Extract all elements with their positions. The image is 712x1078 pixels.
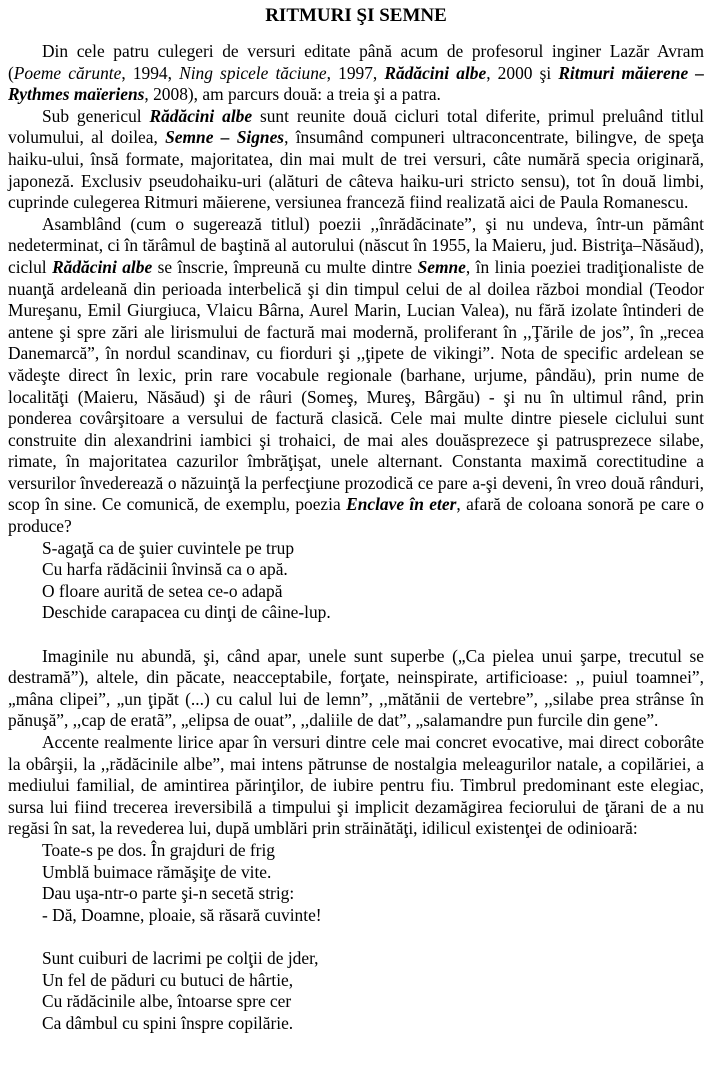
cycle-title-semne: Semne xyxy=(417,256,466,277)
poem-line: - Dă, Doamne, ploaie, să răsară cuvinte! xyxy=(42,904,322,925)
paragraph-1-text: , 1997, xyxy=(326,62,385,83)
paragraph-2-text: Sub genericul xyxy=(42,105,150,126)
paragraph-1-text: , 2008), am parcurs două: a treia şi a patra. xyxy=(144,84,441,105)
paragraph-3 xyxy=(8,214,704,538)
book-title-ning-spicele: Ning spicele tăciune xyxy=(179,62,327,83)
paragraph-3-text: , în linia poeziei tradiţionaliste de nuanţă ardeleană din perioada interbelică şi din timpul celui de al doilea război mondial (Teodor Mureşanu, Emil Giurgiuca, Vlaicu Bârna, Aurel Marin, Lucian Valea), nu fără izolate întinderi de antene şi spre zări ale lirismului de factură mai modernă, proliferant în ,,Ţările de jos”, în „recea Danemarcă”, în nordul scandinav, cu fiorduri şi ,,ţipete de vikingi”. Nota de specific ardelean se vădeşte direct în lexic, prin rare vocabule regionale (barhane, urjume, pândău), prin nume de localităţi (Maieru, Năsăud) şi de râuri (Someş, Mureş, Bârgău) - şi nu în ultimul rând, prin ponderea covârşitoare a versului de factură clasică. Cele mai multe dintre piesele ciclului sunt construite din alexandrini iambici şi trohaici, de mai ales douăsprezece şi patrusprezece silabe, rimate, în majoritatea cazurilor îmbrăţişat, unele alternant. Constanta maximă corectitudine a versurilor învederează o năzuinţă la perfecţiune prozodică ce pare a-şi deveni, în vreo două rânduri, scop în sine. Ce comunică, de exemplu, poezia xyxy=(8,256,705,515)
paragraph-4: Imaginile nu abundă, şi, când apar, unele sunt superbe („Ca pielea unui şarpe, trecutul se destramă”), altele, din păcate, neacceptabile, forţate, neinspirate, artificioase: ,, puiul toamnei”, „mâna clipei”, „un ţipăt (...) cu calul lui de lemn”, ,,mătănii de vertebre”, ,,silabe prea strânse în pănuşă”, ,,cap de eratã”, „elipsa de ouat”, ,,daliile de dat”, „salamandre pun furcile din gene”. xyxy=(8,645,704,731)
paragraph-2-text: sunt reunite două cicluri total diferite, primul preluând titlul volumului, al doilea, xyxy=(8,105,704,148)
poem-line: Toate-s pe dos. În grajduri de frig xyxy=(42,839,275,860)
poem-line: Un fel de păduri cu butuci de hârtie, xyxy=(42,969,294,990)
poem-line: O floare aurită de setea ce-o adapă xyxy=(42,580,283,601)
poem-quote-2 xyxy=(42,840,704,926)
blank-line xyxy=(8,624,704,646)
paragraph-2-text: , însumând compuneri ultraconcentrate, bilingve, de speţa haiku-ului, însă formate, majoritatea, din mai mult de trei versuri, câte numără specia originară, japoneză. Exclusiv pseudohaiku-uri (alături de câteva haiku-uri stricto sensu), tot în două limbi, cuprinde culegerea Ritmuri măierene, versiunea franceză fiind realizată aici de Paula Romanescu. xyxy=(8,127,704,213)
cycle-title-semne-signes: Semne – Signes xyxy=(165,127,285,148)
paragraph-3-text: se înscrie, împreună cu multe dintre xyxy=(152,256,418,277)
poem-quote-1 xyxy=(42,538,704,624)
poem-quote-3 xyxy=(42,948,704,1034)
poem-line: Cu rădăcinile albe, întoarse spre cer xyxy=(42,991,292,1012)
poem-line: Sunt cuiburi de lacrimi pe colţii de jder, xyxy=(42,947,319,968)
paragraph-1-text: Din cele patru culegeri de versuri editate până acum de profesorul inginer Lazăr Avram ( xyxy=(8,41,704,83)
paragraph-2 xyxy=(8,106,704,214)
poem-line: Dau uşa-ntr-o parte şi-n secetă strig: xyxy=(42,883,295,904)
poem-line: Cu harfa rădăcinii învinsă ca o apă. xyxy=(42,559,288,580)
paragraph-1 xyxy=(8,41,704,106)
paragraph-3-text: Asamblând (cum o sugerează titlul) poezii ,,înrădăcinate”, şi nu undeva, într-un pământ nedeterminat, ci în tărâmul de baştină al autorului (născut în 1955, la Maieru, jud. Bistriţa–Năsăud), ciclul xyxy=(8,213,704,277)
paragraph-5: Accente realmente lirice apar în versuri dintre cele mai concret evocative, mai direct coborâte la obârşii, la ,,rădăcinile albe”, mai intens pătrunse de nostalgia meleagurilor natale, a copilăriei, a mediului familial, de amintirea părinţilor, de iubire pentru fiu. Timbrul predominant este elegiac, sursa lui fiind trecerea ireversibilă a timpului şi implicit dezamăgirea feciorului de ţărani de a nu regăsi în sat, la revederea lui, după umblări prin străinătăţi, idilicul existenţei de odinioară: xyxy=(8,732,704,839)
poem-line: S-agaţă ca de şuier cuvintele pe trup xyxy=(42,537,295,558)
book-title-ritmuri-maierene: Ritmuri măierene – Rythmes maïeriens xyxy=(8,62,704,105)
paragraph-1-text: , 1994, xyxy=(121,62,180,83)
poem-title-enclave-in-eter: Enclave în eter xyxy=(346,494,457,515)
cycle-title-radacini-albe: Rădăcini albe xyxy=(149,105,253,126)
document-title: RITMURI ŞI SEMNE xyxy=(265,5,447,26)
blank-line xyxy=(8,926,704,948)
poem-line: Umblă buimace rămăşiţe de vite. xyxy=(42,861,272,882)
poem-line: Deschide carapacea cu dinţi de câine-lup. xyxy=(42,602,331,623)
paragraph-3-text: , afară de coloana sonoră pe care o produce? xyxy=(8,494,705,537)
poem-line: Ca dâmbul cu spini înspre copilărie. xyxy=(42,1012,294,1033)
paragraph-1-text: , 2000 şi xyxy=(486,62,559,83)
book-title-radacini-albe: Rădăcini albe xyxy=(384,62,487,83)
cycle-title-radacini-albe: Rădăcini albe xyxy=(52,256,153,277)
book-title-poeme-carunte: Poeme cărunte xyxy=(13,62,122,83)
